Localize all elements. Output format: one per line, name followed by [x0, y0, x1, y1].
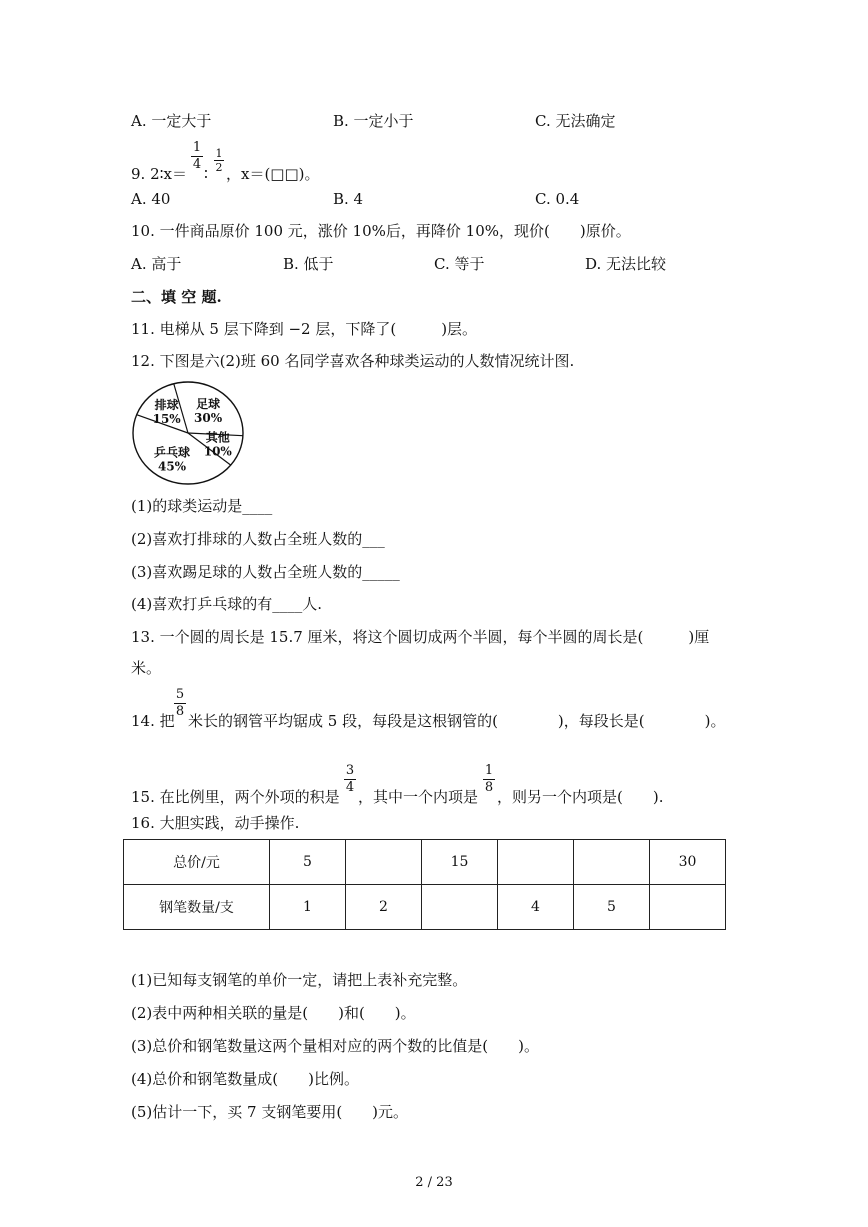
table-cell: [346, 840, 422, 885]
pie-value-label: 45%: [157, 459, 187, 474]
q9-option-a: A. 40: [131, 190, 171, 208]
table-cell: 总价/元: [124, 840, 270, 885]
pie-label: 乒乓球: [154, 445, 191, 460]
q16-sub-2: (2)表中两种相关联的量是( )和( )。: [131, 1004, 416, 1022]
table-cell: [650, 885, 726, 930]
table-cell: [498, 840, 574, 885]
q16-sub-5: (5)估计一下，买 7 支钢笔要用( )元。: [131, 1103, 409, 1121]
q10-option-a: A. 高于: [131, 255, 182, 273]
q15-suffix: ，则另一个内项是( ).: [497, 788, 664, 806]
q12-sub-4: (4)喜欢打乒乓球的有____人.: [131, 595, 323, 613]
q12-sub-3: (3)喜欢踢足球的人数占全班人数的_____: [131, 563, 400, 581]
q10-option-b: B. 低于: [283, 255, 334, 273]
q15-fraction-2: 1 8: [484, 763, 494, 795]
pie-value-label: 30%: [194, 411, 223, 426]
table-cell: [422, 885, 498, 930]
q9-prefix: 9. 2∶x＝: [131, 165, 187, 183]
q12-sub-1: (1)的球类运动是____: [131, 497, 273, 515]
q8-option-c: C. 无法确定: [535, 112, 616, 130]
q13-line-2: 米。: [131, 659, 162, 677]
pie-value-label: 15%: [152, 412, 181, 427]
q12-text: 12. 下图是六(2)班 60 名同学喜欢各种球类运动的人数情况统计图.: [131, 352, 575, 370]
q13-line-1: 13. 一个圆的周长是 15.7 厘米，将这个圆切成两个半圆，每个半圆的周长是( )厘: [131, 628, 710, 646]
q16-text: 16. 大胆实践，动手操作.: [131, 814, 300, 832]
q9-suffix: ，x＝(□□)。: [226, 165, 320, 183]
q15-middle: ，其中一个内项是: [358, 788, 479, 806]
table-cell: 5: [270, 840, 346, 885]
table-row: [124, 885, 726, 930]
q16-sub-4: (4)总价和钢笔数量成( )比例。: [131, 1070, 359, 1088]
table-row: [124, 840, 726, 885]
pie-label: 排球: [154, 398, 179, 413]
page-number: 2 / 23: [415, 1175, 453, 1190]
table-cell: [574, 840, 650, 885]
table-cell: 5: [574, 885, 650, 930]
pie-value-label: 10%: [203, 444, 232, 459]
q8-option-a: A. 一定大于: [131, 112, 212, 130]
q16-sub-3: (3)总价和钢笔数量这两个量相对应的两个数的比值是( )。: [131, 1037, 539, 1055]
q15-fraction-1: 3 4: [345, 763, 355, 795]
table-cell: 钢笔数量/支: [124, 885, 270, 930]
q10-option-c: C. 等于: [434, 255, 485, 273]
q10-text: 10. 一件商品原价 100 元，涨价 10%后，再降价 10%，现价( )原价。: [131, 222, 631, 240]
table-cell: 30: [650, 840, 726, 885]
q14-fraction: 5 8: [175, 687, 185, 719]
pie-chart: [130, 379, 248, 489]
q9-fraction-2: 1 2: [215, 147, 223, 174]
q9-fraction-1: 1 4: [192, 140, 202, 172]
table-cell: 1: [270, 885, 346, 930]
q9-option-b: B. 4: [333, 190, 364, 208]
pie-label: 其他: [205, 430, 230, 445]
q10-option-d: D. 无法比较: [585, 255, 667, 273]
q15-prefix: 15. 在比例里，两个外项的积是: [131, 788, 340, 806]
q14-prefix: 14. 把: [131, 712, 175, 730]
table-cell: 4: [498, 885, 574, 930]
table-cell: 15: [422, 840, 498, 885]
q16-sub-1: (1)已知每支钢笔的单价一定，请把上表补充完整。: [131, 971, 468, 989]
section-2-title: 二、填 空 题.: [131, 288, 222, 306]
q14-suffix: 米长的钢管平均锯成 5 段，每段是这根钢管的( )，每段长是( )。: [188, 712, 726, 730]
pie-label: 足球: [196, 397, 221, 412]
q11-text: 11. 电梯从 5 层下降到 −2 层，下降了( )层。: [131, 320, 478, 338]
price-quantity-table: [123, 839, 726, 930]
q9-option-c: C. 0.4: [535, 190, 580, 208]
q8-option-b: B. 一定小于: [333, 112, 414, 130]
q12-sub-2: (2)喜欢打排球的人数占全班人数的___: [131, 530, 385, 548]
table-cell: 2: [346, 885, 422, 930]
q9-colon: ∶: [204, 165, 208, 183]
